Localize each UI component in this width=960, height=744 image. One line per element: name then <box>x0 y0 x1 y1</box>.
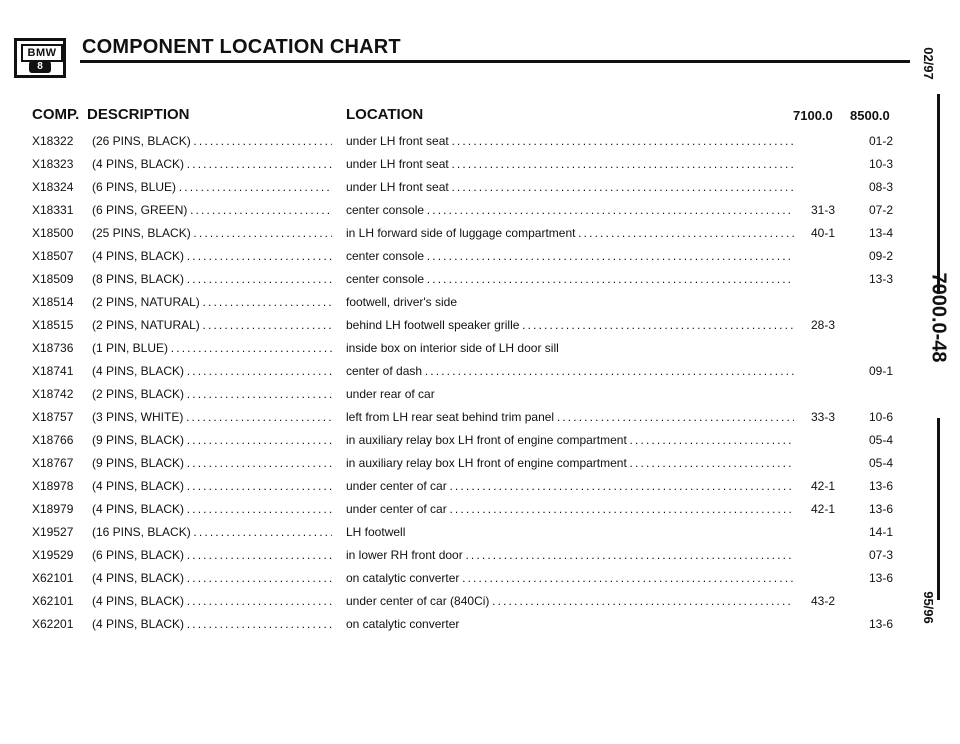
comp-id: X18514 <box>32 295 74 309</box>
comp-id: X18978 <box>32 479 74 493</box>
comp-description: (9 PINS, BLACK) . . . <box>92 430 332 450</box>
comp-id: X18757 <box>32 410 74 424</box>
ref-8500: 13-6 <box>868 617 894 631</box>
comp-description: (4 PINS, BLACK) . . . <box>92 568 332 588</box>
comp-location: under center of car (840Ci) . . . <box>346 591 794 611</box>
comp-id: X18766 <box>32 433 74 447</box>
ref-8500: 09-1 <box>868 364 894 378</box>
comp-location: behind LH footwell speaker grille . . . <box>346 315 794 335</box>
comp-description: (4 PINS, BLACK) . . . <box>92 476 332 496</box>
ref-8500: 10-6 <box>868 410 894 424</box>
table-row <box>0 591 920 611</box>
comp-location: under center of car . . . <box>346 499 794 519</box>
ref-7100: 28-3 <box>810 318 836 332</box>
header-comp: COMP. <box>32 106 80 123</box>
ref-8500: 08-3 <box>868 180 894 194</box>
ref-8500: 07-3 <box>868 548 894 562</box>
comp-id: X18324 <box>32 180 74 194</box>
comp-description: (2 PINS, BLACK) . . . <box>92 384 332 404</box>
comp-id: X18767 <box>32 456 74 470</box>
comp-id: X18742 <box>32 387 74 401</box>
header-location: LOCATION <box>346 106 424 123</box>
comp-location: center console . . . <box>346 200 794 220</box>
ref-8500: 05-4 <box>868 433 894 447</box>
comp-description: (6 PINS, GREEN) . . . <box>92 200 332 220</box>
ref-7100: 40-1 <box>810 226 836 240</box>
ref-8500: 10-3 <box>868 157 894 171</box>
comp-location: in auxiliary relay box LH front of engine compartment . . . <box>346 453 794 473</box>
page-title: COMPONENT LOCATION CHART <box>82 36 401 58</box>
ref-8500: 13-6 <box>868 502 894 516</box>
ref-8500: 13-6 <box>868 571 894 585</box>
comp-location: inside box on interior side of LH door sill <box>346 341 559 355</box>
comp-id: X18979 <box>32 502 74 516</box>
comp-description: (4 PINS, BLACK) . . . <box>92 591 332 611</box>
ref-8500: 05-4 <box>868 456 894 470</box>
side-page-number: 7000.0-48 <box>927 272 950 363</box>
comp-location: in auxiliary relay box LH front of engine compartment . . . <box>346 430 794 450</box>
table-row <box>0 338 920 358</box>
ref-7100: 42-1 <box>810 502 836 516</box>
comp-description: (8 PINS, BLACK) . . . <box>92 269 332 289</box>
table-row <box>0 568 920 588</box>
table-row <box>0 131 920 151</box>
comp-id: X18741 <box>32 364 74 378</box>
comp-id: X19527 <box>32 525 74 539</box>
comp-id: X18323 <box>32 157 74 171</box>
ref-8500: 07-2 <box>868 203 894 217</box>
comp-description: (4 PINS, BLACK) . . . <box>92 246 332 266</box>
table-row <box>0 269 920 289</box>
comp-description: (2 PINS, NATURAL) . . . <box>92 315 332 335</box>
ref-8500: 13-4 <box>868 226 894 240</box>
comp-location: center console . . . <box>346 269 794 289</box>
comp-description: (6 PINS, BLACK) . . . <box>92 545 332 565</box>
ref-8500: 01-2 <box>868 134 894 148</box>
comp-location: LH footwell <box>346 525 406 539</box>
comp-description: (1 PIN, BLUE) . . . <box>92 338 332 358</box>
comp-description: (25 PINS, BLACK) . . . <box>92 223 332 243</box>
comp-id: X18500 <box>32 226 74 240</box>
side-rule-lower <box>937 418 940 600</box>
comp-description: (4 PINS, BLACK) . . . <box>92 499 332 519</box>
table-row <box>0 223 920 243</box>
comp-location: in lower RH front door . . . <box>346 545 794 565</box>
bmw-logo <box>14 38 66 78</box>
comp-location: under LH front seat . . . <box>346 154 794 174</box>
comp-description: (4 PINS, BLACK) . . . <box>92 614 332 634</box>
comp-id: X19529 <box>32 548 74 562</box>
side-rule-upper <box>937 94 940 294</box>
table-row <box>0 292 920 312</box>
comp-location: on catalytic converter <box>346 617 460 631</box>
comp-location: under LH front seat . . . <box>346 177 794 197</box>
comp-description: (4 PINS, BLACK) . . . <box>92 154 332 174</box>
table-row <box>0 361 920 381</box>
table-row <box>0 453 920 473</box>
ref-8500: 14-1 <box>868 525 894 539</box>
comp-description: (4 PINS, BLACK) . . . <box>92 361 332 381</box>
comp-id: X62101 <box>32 594 74 608</box>
comp-id: X18322 <box>32 134 74 148</box>
comp-location: under LH front seat . . . <box>346 131 794 151</box>
table-row <box>0 522 920 542</box>
table-row <box>0 177 920 197</box>
ref-8500: 09-2 <box>868 249 894 263</box>
comp-location: left from LH rear seat behind trim panel . . . <box>346 407 794 427</box>
comp-id: X18515 <box>32 318 74 332</box>
ref-7100: 43-2 <box>810 594 836 608</box>
comp-location: on catalytic converter . . . <box>346 568 794 588</box>
header-description: DESCRIPTION <box>87 106 190 123</box>
table-row <box>0 246 920 266</box>
table-row <box>0 614 920 634</box>
ref-8500: 13-3 <box>868 272 894 286</box>
table-row <box>0 476 920 496</box>
side-date-top: 02/97 <box>920 47 936 80</box>
comp-description: (3 PINS, WHITE) . . . <box>92 407 332 427</box>
comp-id: X18509 <box>32 272 74 286</box>
comp-location: center of dash . . . <box>346 361 794 381</box>
comp-location: under rear of car <box>346 387 435 401</box>
comp-location: in LH forward side of luggage compartment . . . <box>346 223 794 243</box>
comp-description: (6 PINS, BLUE) . . . <box>92 177 332 197</box>
table-row <box>0 545 920 565</box>
comp-description: (9 PINS, BLACK) . . . <box>92 453 332 473</box>
comp-id: X18507 <box>32 249 74 263</box>
comp-location: center console . . . <box>346 246 794 266</box>
side-date-bottom: 95/96 <box>920 591 936 624</box>
ref-7100: 42-1 <box>810 479 836 493</box>
ref-7100: 31-3 <box>810 203 836 217</box>
table-row <box>0 407 920 427</box>
comp-description: (2 PINS, NATURAL) . . . <box>92 292 332 312</box>
comp-description: (26 PINS, BLACK) . . . <box>92 131 332 151</box>
comp-id: X18331 <box>32 203 74 217</box>
table-row <box>0 499 920 519</box>
table-row <box>0 384 920 404</box>
table-row <box>0 430 920 450</box>
table-row <box>0 200 920 220</box>
comp-location: under center of car . . . <box>346 476 794 496</box>
comp-id: X62201 <box>32 617 74 631</box>
header-model-a: 7100.0 <box>793 108 833 123</box>
comp-id: X62101 <box>32 571 74 585</box>
title-rule <box>80 60 910 63</box>
comp-location: footwell, driver's side <box>346 295 457 309</box>
comp-id: X18736 <box>32 341 74 355</box>
table-row <box>0 154 920 174</box>
header-model-b: 8500.0 <box>850 108 890 123</box>
logo-series: 8 <box>29 61 51 73</box>
table-row <box>0 315 920 335</box>
logo-brand: BMW <box>21 44 63 62</box>
comp-description: (16 PINS, BLACK) . . . <box>92 522 332 542</box>
ref-7100: 33-3 <box>810 410 836 424</box>
ref-8500: 13-6 <box>868 479 894 493</box>
